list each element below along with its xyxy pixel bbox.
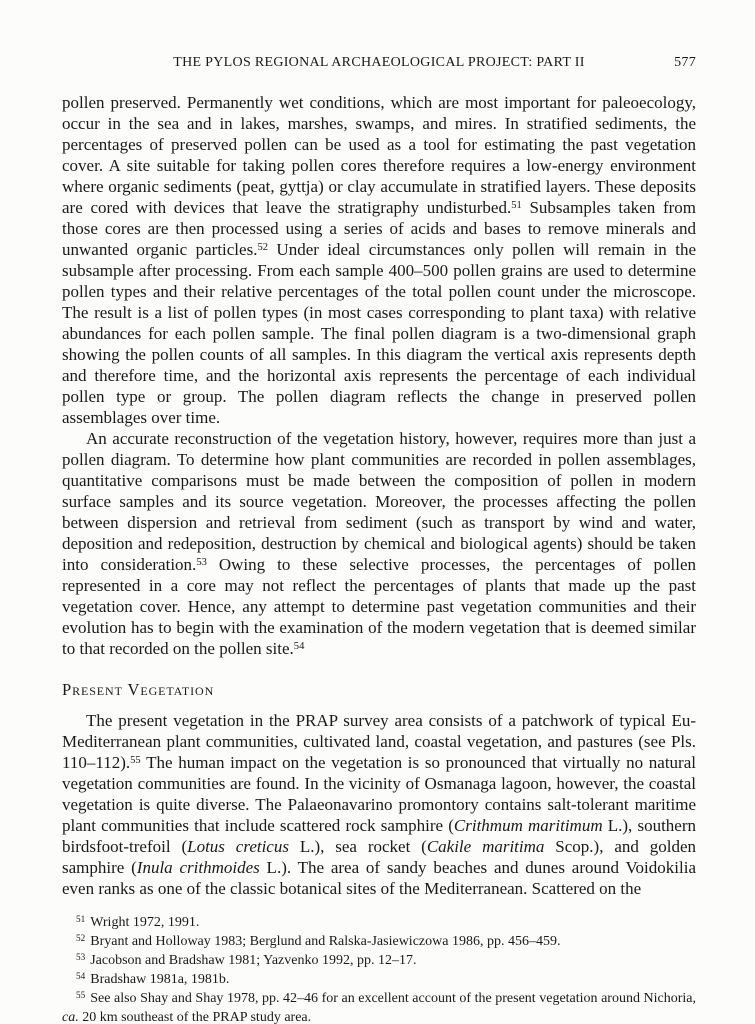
footnotes-block xyxy=(62,913,696,1024)
footnote-number: 54 xyxy=(76,970,86,981)
italic-text: Lotus creticus xyxy=(187,837,289,856)
text-run: 20 km southeast of the PRAP study area. xyxy=(78,1010,312,1024)
text-run: pollen preserved. Permanently wet conditions, which are most important for paleoecology, occur in the sea and in lakes, marshes, swamps, and mires. In stratified sediments, the percentages of preserved pollen can be used as a tool for estimating the past vegetation cover. A site suitable for taking pollen cores therefore requires a low-energy environment where organic sediments (peat, gyttja) or clay accumulate in stratified layers. These deposits are cored with devices that leave the stratigraphy undisturbed. xyxy=(62,93,696,217)
footnote xyxy=(62,989,696,1024)
section-heading: Present Vegetation xyxy=(62,680,215,699)
paragraph xyxy=(62,710,696,899)
text-run: Jacobson and Bradshaw 1981; Yazvenko 1992, pp. 12–17. xyxy=(90,953,417,968)
page-body xyxy=(62,92,696,1024)
paragraph xyxy=(62,428,696,659)
paragraph xyxy=(62,92,696,428)
footnote-reference: 53 xyxy=(196,556,207,568)
footnote xyxy=(62,913,696,932)
footnote-number: 55 xyxy=(76,989,86,1000)
running-head xyxy=(62,55,696,71)
text-run: Scop.), and golden samphire ( xyxy=(62,837,696,877)
footnote-reference: 55 xyxy=(130,754,141,766)
italic-text: ca. xyxy=(62,1010,79,1024)
running-head-title: THE PYLOS REGIONAL ARCHAEOLOGICAL PROJECT: PART II xyxy=(173,55,585,70)
italic-text: Inula crithmoides xyxy=(136,858,260,877)
text-run: Under ideal circumstances only pollen will remain in the subsample after processing. From each sample 400–500 pollen grains are used to determine pollen types and their relative percentages of the total pollen count under the microscope. The result is a list of pollen types (in most cases corresponding to plant taxa) with relative abundances for each pollen sample. The final pollen diagram is a two-dimensional graph showing the pollen counts of all samples. In this diagram the vertical axis represents depth and therefore time, and the horizontal axis represents the percentage of each individual pollen type or group. The pollen diagram reflects the change in preserved pollen assemblages over time. xyxy=(62,240,696,427)
text-run: Owing to these selective processes, the percentages of pollen represented in a core may not reflect the percentages of plants that made up the past vegetation cover. Hence, any attempt to determine past vegetation communities and their evolution has to begin with the examination of the modern vegetation that is deemed similar to that recorded on the pollen site. xyxy=(62,555,696,658)
italic-text: Cakile maritima xyxy=(426,837,545,856)
footnote xyxy=(62,932,696,951)
text-run: The human impact on the vegetation is so pronounced that virtually no natural vegetation communities are found. In the vicinity of Osmanaga lagoon, however, the coastal vegetation is quite diverse. The Palaeonavarino promontory contains salt-tolerant maritime plant communities that include scattered rock samphire ( xyxy=(62,753,696,835)
footnote xyxy=(62,970,696,989)
footnote-number: 53 xyxy=(76,951,86,962)
text-run: L.), sea rocket ( xyxy=(288,837,427,856)
footnote-reference: 51 xyxy=(511,199,522,211)
intro-paragraphs xyxy=(62,92,696,659)
text-run: L.). The area of sandy beaches and dunes around Voidokilia even ranks as one of the classic botanical sites of the Mediterranean. Scattered on the xyxy=(62,858,696,898)
text-run: L.), southern birdsfoot-trefoil ( xyxy=(62,816,696,856)
text-run: An accurate reconstruction of the vegetation history, however, requires more than just a pollen diagram. To determine how plant communities are recorded in pollen assemblages, quantitative comparisons must be made between the composition of pollen in modern surface samples and its source vegetation. Moreover, the processes affecting the pollen between dispersion and retrieval from sediment (such as transport by wind and water, deposition and redeposition, destruction by chemical and biological agents) should be taken into consideration. xyxy=(62,429,696,574)
section-paragraphs xyxy=(62,710,696,899)
footnote-number: 52 xyxy=(76,932,86,943)
text-run: See also Shay and Shay 1978, pp. 42–46 for an excellent account of the present vegetation around Nichoria, xyxy=(90,991,696,1006)
footnote xyxy=(62,951,696,970)
text-run: Wright 1972, 1991. xyxy=(90,915,200,930)
text-run: Bradshaw 1981a, 1981b. xyxy=(90,972,230,987)
footnote-reference: 54 xyxy=(293,640,305,652)
footnote-reference: 52 xyxy=(257,241,268,253)
text-run: Bryant and Holloway 1983; Berglund and Ralska-Jasiewiczowa 1986, pp. 456–459. xyxy=(90,934,561,949)
text-run: The present vegetation in the PRAP survey area consists of a patchwork of typical Eu-Mediterranean plant communities, cultivated land, coastal vegetation, and pastures (see Pls. 110–112). xyxy=(62,711,696,772)
page-number: 577 xyxy=(674,55,696,70)
italic-text: Crithmum maritimum xyxy=(453,816,603,835)
footnote-number: 51 xyxy=(76,913,86,924)
text-run: Subsamples taken from those cores are then processed using a series of acids and bases to remove minerals and unwanted organic particles. xyxy=(62,198,696,259)
